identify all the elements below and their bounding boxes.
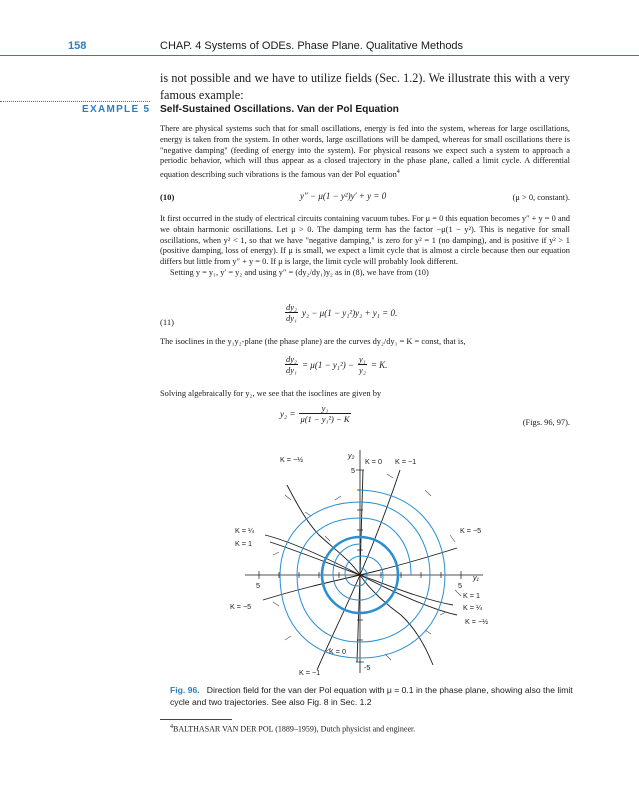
intro-text: is not possible and we have to utilize fields (Sec. 1.2). We illustrate this with a very famous example: [160,71,570,102]
y1-axis-label: y₁ [473,573,479,582]
header-rule [0,55,639,56]
eq12-num2: y₁ [359,354,366,364]
k-label: K = 1 [235,539,252,548]
eq13-num: y₁ [299,403,350,414]
eq12 [285,354,387,375]
k-label: K = 0 [365,457,382,466]
paragraph-3: Setting y = y₁, y′ = y₂ and using y″ = (dy₂/dy₁)y₂ as in (8), we have from (10) [170,268,429,277]
figure-caption [170,684,580,708]
eq12-mid: = μ(1 − y₁²) − [301,360,355,371]
paragraph-4: The isoclines in the y₁y₂-plane (the phase plane) are the curves dy₂/dy₁ = K = const, that is, [160,337,466,346]
eq12-num: dy₂ [286,354,297,364]
paragraph-2: It first occurred in the study of electrical circuits containing vacuum tubes. For μ = 0 this equation becomes y″ + y = 0 and we obtain harmonic oscillations. Let μ > 0. The damping term has the factor −μ(1 − y²). This is negative for small oscillations, when y² < 1, so that we have "negative damping," is zero for y² = 1 (no damping), and is positive if y² > 1 (positive damping, loss of energy). If μ is small, we expect a limit cycle that is almost a circle because then our equation differs but little from y″ + y = 0. If μ is large, the limit cycle will probably look different. [160,214,570,267]
k-label: K = −1 [299,668,321,677]
eq11-number: (11) [160,317,174,327]
k-label: K = −5 [460,526,482,535]
eq12-end: = K. [370,360,388,371]
eq12-den: dy₁ [286,365,297,375]
k-label: K = 1 [463,591,480,600]
eq11-den: dy₁ [286,313,297,323]
eq11 [285,302,397,323]
tick-5-left: 5 [256,581,260,590]
footnote-ref: 4 [396,169,400,176]
example-label: EXAMPLE 5 [82,104,151,115]
eq10-formula: y″ − μ(1 − y²)y′ + y = 0 [300,191,387,201]
paragraph-1-text: There are physical systems such that for small oscillations, energy is fed into the system, whereas for large oscillations, energy is taken from the system. In other words, large oscillations will be damped, whereas for small oscillations there is "negative damping" (feeding of energy into the system). For physical reasons we expect such a system to approach a periodic behavior, which will thus appear as a closed trajectory in the phase plane, called a limit cycle. A differential equation describing such vibrations is the famous van der Pol equation [160,124,570,179]
tick-minus-5-bottom: -5 [364,663,371,672]
eq10-note: (μ > 0, constant). [512,193,570,202]
eq12-fraction-2 [358,354,367,375]
eq12-den2: y₂ [359,365,366,375]
k-label: K = −½ [280,455,304,464]
k-label: K = ¼ [463,603,482,612]
tick-5-right: 5 [458,581,462,590]
page-number: 158 [68,40,87,52]
example-title: Self-Sustained Oscillations. Van der Pol Equation [160,104,399,115]
eq13-lhs: y₂ = [280,409,296,420]
caption-text: Direction field for the van der Pol equation with μ = 0.1 in the phase plane, showing also the limit cycle and two trajectories. See also Fig. 8 in Sec. 1.2 [170,685,573,707]
paragraph-1 [160,124,570,181]
eq13-note: (Figs. 96, 97). [522,418,570,427]
paragraph-5: Solving algebraically for y₂, we see that the isoclines are given by [160,389,382,398]
phase-plane-figure [225,440,495,680]
eq11-num: dy₂ [286,302,297,312]
k-label: K = −5 [230,602,252,611]
example-rule [0,101,150,102]
tick-5-top: 5 [351,466,355,475]
footnote-text: BALTHASAR VAN DER POL (1889–1959), Dutch physicist and engineer. [173,724,416,734]
eq12-fraction [285,354,298,375]
footnote-marker: 4 [170,724,173,730]
caption-label: Fig. 96. [170,685,200,695]
footnote-rule [160,719,232,720]
eq13-fraction [299,403,350,424]
k-label: K = ¼ [235,526,254,535]
chapter-title: CHAP. 4 Systems of ODEs. Phase Plane. Qualitative Methods [160,40,464,52]
k-label: K = 0 [329,647,346,656]
eq11-fraction [285,302,298,323]
eq11-rest: y₂ − μ(1 − y₁²)y₂ + y₁ = 0. [301,308,398,319]
y2-axis-label: y₂ [348,451,355,460]
eq13 [280,403,351,424]
eq13-den: μ(1 − y₁²) − K [300,414,350,424]
k-label: K = −1 [395,457,417,466]
eq10-number: (10) [160,192,175,202]
k-label: K = −½ [465,617,489,626]
footnote [170,724,415,734]
